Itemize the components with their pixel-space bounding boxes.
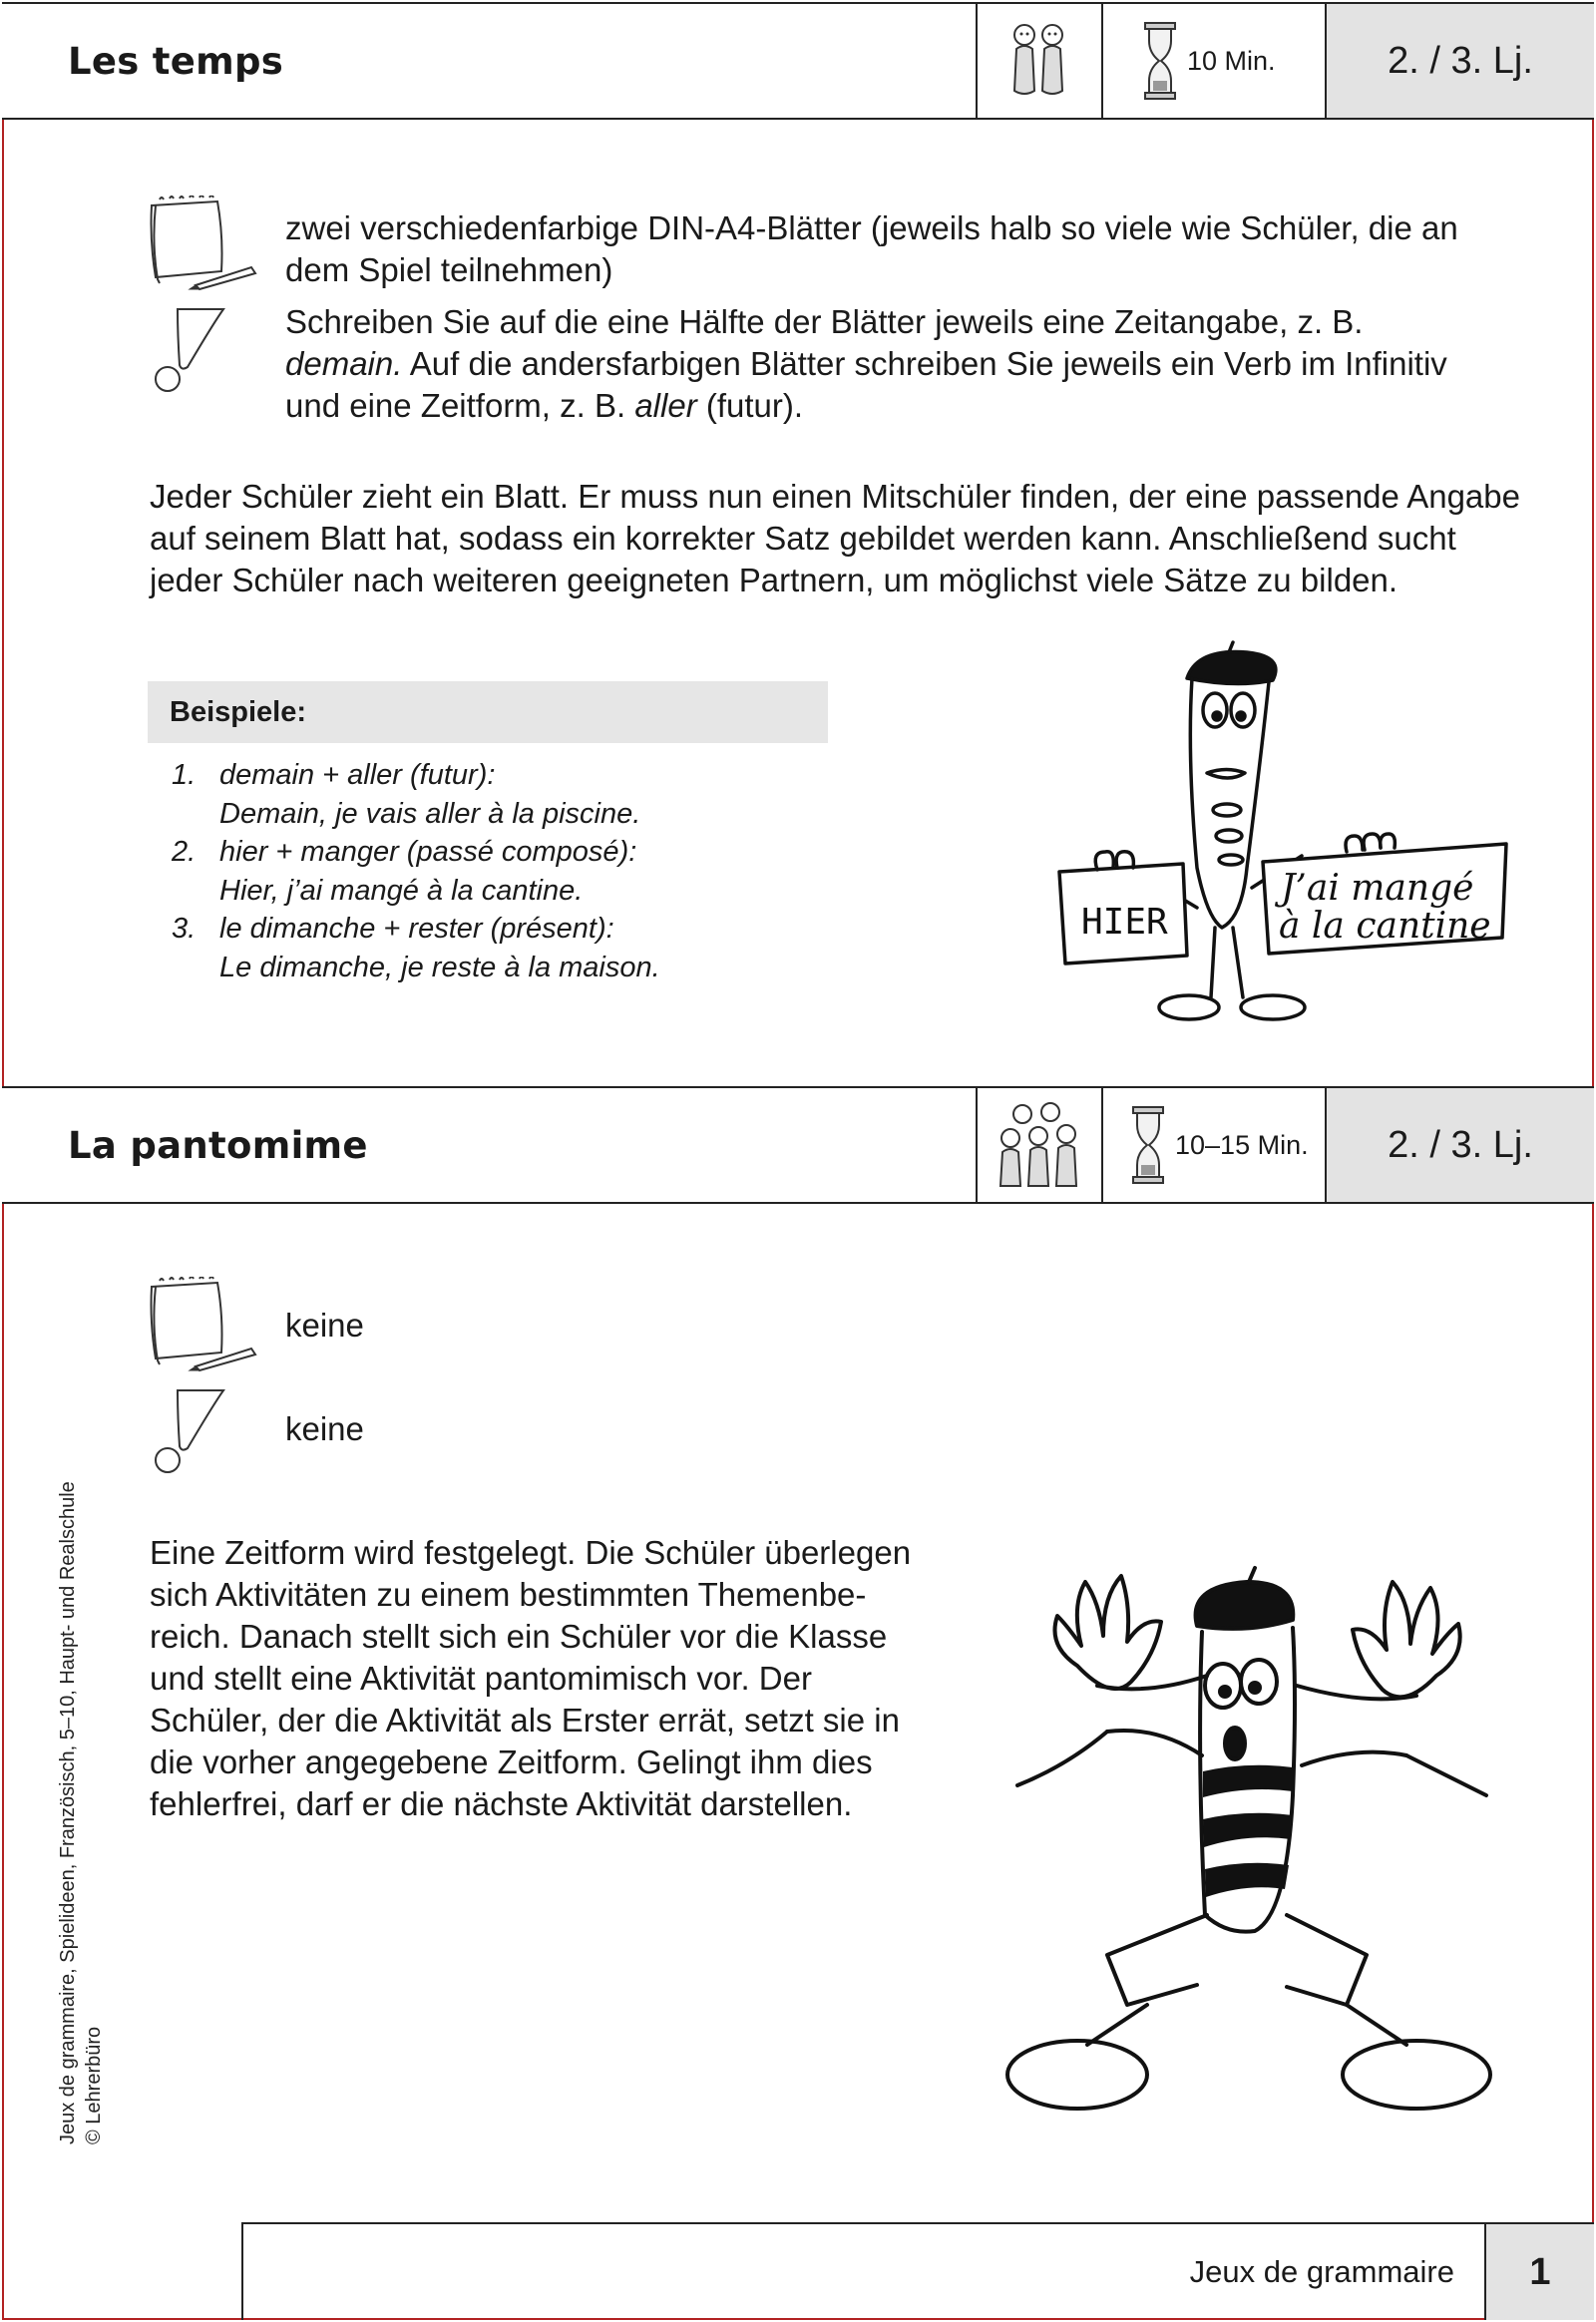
credit-line-2: © Lehrerbüro [83, 2026, 105, 2144]
sign-right-line2: à la cantine [1279, 906, 1491, 947]
materials-text: keine [285, 1307, 364, 1344]
sign-right-line1: J’ai mangé [1281, 868, 1474, 909]
prep-line-3-end: (futur). [696, 387, 804, 424]
players-cell [976, 1088, 1101, 1202]
example-prompt: le dimanche + rester (présent): [219, 913, 614, 945]
description-line: sich Aktivitäten zu einem bestimmten Themenbe- [150, 1576, 867, 1613]
game-description: Jeder Schüler zieht ein Blatt. Er muss nun einen Mitschüler finden, der eine passende Angabe auf seinem Blatt hat, sodass ein korrekter Satz gebildet werden kann. Anschließend sucht jeder Schüler nach weiteren geeigneten Partnern, um möglichst viele Sätze zu bilden. [150, 478, 1520, 598]
exclamation-icon [148, 1386, 227, 1478]
section-title: La pantomime [68, 1123, 368, 1167]
mime-character-illustration [998, 1536, 1516, 2154]
prep-line-1: Schreiben Sie auf die eine Hälfte der Blätter jeweils eine Zeitangabe, z. B. [285, 303, 1364, 340]
time-cell [1101, 4, 1325, 118]
prep-line-3: und eine Zeitform, z. B. [285, 387, 635, 424]
grade-label: 2. / 3. Lj. [1325, 4, 1594, 118]
example-item [172, 833, 790, 910]
example-item [172, 756, 790, 833]
description-line: reich. Danach stellt sich ein Schüler vor die Klasse [150, 1618, 888, 1655]
grade-label: 2. / 3. Lj. [1325, 1088, 1594, 1202]
notepad-pencil-icon [146, 195, 261, 291]
hourglass-icon [1143, 21, 1177, 101]
preparation-text: keine [285, 1410, 364, 1447]
players-cell [976, 4, 1101, 118]
prep-example-aller: aller [634, 387, 697, 424]
hourglass-icon [1131, 1105, 1165, 1185]
example-sentence: Le dimanche, je reste à la maison. [219, 951, 660, 983]
time-cell [1101, 1088, 1325, 1202]
exclamation-icon [148, 305, 227, 397]
sign-hier-text: HIER [1081, 902, 1168, 943]
credit-line-1: Jeux de grammaire, Spielideen, Französisch, 5–10, Haupt- und Realschule [57, 1481, 79, 2144]
example-sentence: Hier, j’ai mangé à la cantine. [219, 874, 584, 907]
page-number: 1 [1484, 2224, 1594, 2320]
description-line: die vorher angegebene Zeitform. Gelingt ihm dies [150, 1743, 873, 1780]
example-prompt: demain + aller (futur): [219, 759, 496, 791]
description-line: Eine Zeitform wird festgelegt. Die Schüler überlegen [150, 1534, 912, 1571]
game-description [150, 1532, 968, 1825]
notepad-pencil-icon [146, 1277, 261, 1372]
materials-text: zwei verschiedenfarbige DIN-A4-Blätter (jeweils halb so viele wie Schüler, die an dem Spiel teilnehmen) [285, 209, 1458, 288]
header-la-pantomime [2, 1086, 1594, 1204]
example-sentence: Demain, je vais aller à la piscine. [219, 797, 641, 830]
examples-heading: Beispiele: [148, 681, 828, 743]
example-prompt: hier + manger (passé composé): [219, 836, 637, 868]
footer-title: Jeux de grammaire [1189, 2254, 1454, 2289]
time-label: 10–15 Min. [1175, 1129, 1309, 1160]
prep-example-demain: demain. [285, 345, 403, 382]
examples-list [172, 756, 790, 986]
group-players-icon [995, 1100, 1084, 1190]
prep-line-2: Auf die andersfarbigen Blätter schreiben Sie jeweils ein Verb im Infinitiv [402, 345, 1447, 382]
preparation-text [285, 301, 1522, 427]
example-number: 2. [172, 836, 197, 868]
time-label: 10 Min. [1187, 45, 1276, 76]
header-les-temps [2, 2, 1594, 120]
footer [241, 2222, 1594, 2320]
example-item [172, 910, 790, 986]
description-line: Schüler, der die Aktivität als Erster errät, setzt sie in [150, 1702, 900, 1739]
section-title: Les temps [68, 39, 284, 83]
baguette-character-illustration [1047, 638, 1516, 1037]
two-players-icon [1004, 21, 1074, 101]
description-line: und stellt eine Aktivität pantomimisch vor. Der [150, 1660, 812, 1697]
example-number: 1. [172, 759, 197, 791]
side-credit [55, 1481, 107, 2144]
description-line: fehlerfrei, darf er die nächste Aktivität darstellen. [150, 1785, 853, 1822]
example-number: 3. [172, 913, 197, 945]
